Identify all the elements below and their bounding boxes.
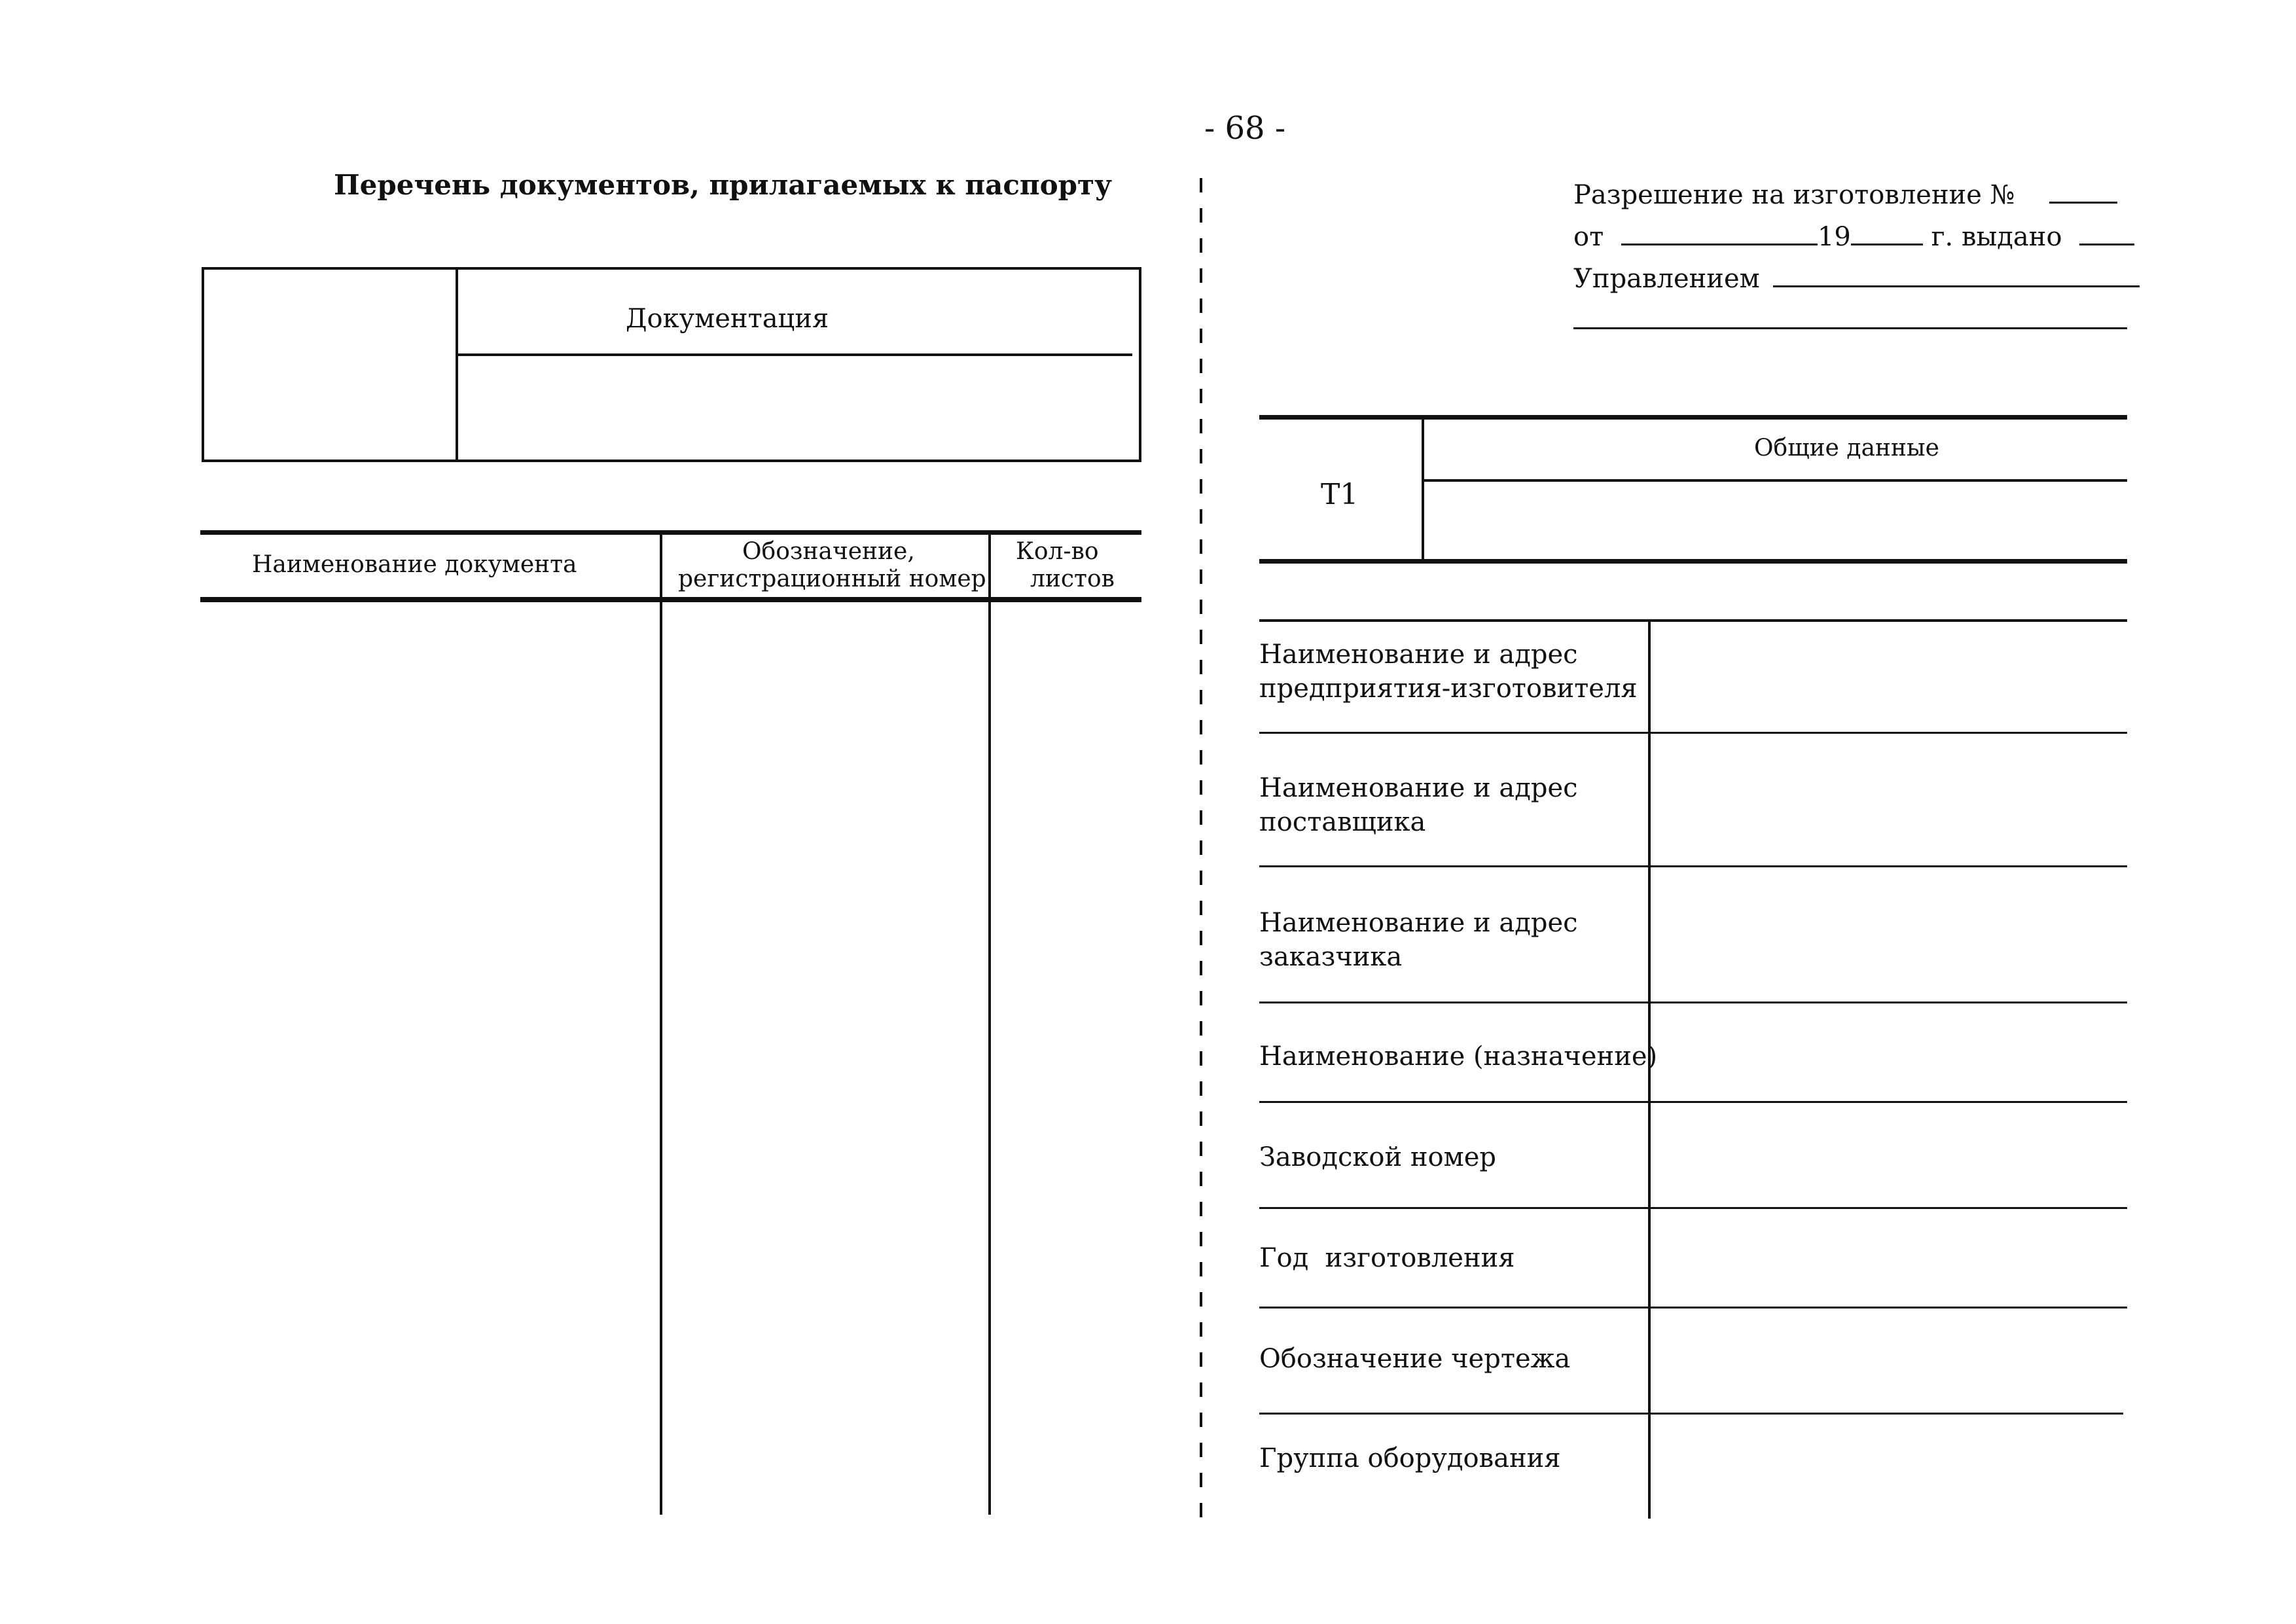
- permit-line-2: [1573, 220, 2134, 252]
- fold-line-dash: [1200, 750, 1202, 765]
- fold-line-dash: [1200, 901, 1202, 915]
- permit-from-label: от: [1573, 222, 1604, 252]
- fold-line-dash: [1200, 238, 1202, 253]
- col-header-count-1: Кол-во: [1016, 538, 1099, 565]
- value-cell-purpose[interactable]: [1652, 1005, 2123, 1100]
- general-bottom-rule: [1259, 559, 2127, 564]
- fold-line-dash: [1200, 690, 1202, 704]
- left-page-title: Перечень документов, прилагаемых к паспорту: [334, 169, 1112, 201]
- fold-line-dash: [1200, 539, 1202, 554]
- fold-line-dash: [1200, 720, 1202, 734]
- permit-date-field[interactable]: [1621, 220, 1818, 245]
- docs-col-divider-2: [988, 534, 991, 1515]
- fold-line-dash: [1200, 600, 1202, 614]
- row-label-customer-line2: заказчика: [1259, 942, 1403, 972]
- fold-line-dash: [1200, 961, 1202, 975]
- fold-line-dash: [1200, 991, 1202, 1005]
- permit-title: Разрешение на изготовление №: [1573, 180, 2015, 210]
- fold-line-dash: [1200, 359, 1202, 373]
- fold-line-dash: [1200, 630, 1202, 644]
- value-cell-equipment-group[interactable]: [1652, 1416, 2123, 1515]
- fold-line-dash: [1200, 479, 1202, 494]
- fold-line-dash: [1200, 1413, 1202, 1427]
- documentation-header: Документация: [626, 304, 829, 334]
- row-label-manufacturer-line2: предприятия-изготовителя: [1259, 674, 1638, 704]
- permit-line-1: [1573, 178, 2117, 210]
- fold-line-dash: [1200, 1292, 1202, 1307]
- fold-line-dash: [1200, 509, 1202, 524]
- row-rule-7: [1259, 1413, 2123, 1415]
- page-number: - 68 -: [1204, 110, 1286, 147]
- fold-line-dash: [1200, 810, 1202, 825]
- fold-line-dash: [1200, 1352, 1202, 1367]
- row-rule-5: [1259, 1207, 2127, 1209]
- general-top-rule: [1259, 415, 2127, 420]
- documentation-box-divider: [456, 267, 458, 462]
- permit-issued-label: г. выдано: [1931, 222, 2062, 252]
- row-label-drawing: Обозначение чертежа: [1259, 1344, 1571, 1374]
- fold-line-dash: [1200, 1202, 1202, 1216]
- fold-line-dash: [1200, 1473, 1202, 1487]
- t1-divider: [1422, 419, 1424, 559]
- fold-line-dash: [1200, 329, 1202, 343]
- col-header-designation-1: Обозначение,: [742, 538, 915, 565]
- row-label-supplier: [1259, 771, 1578, 839]
- fold-line-dash: [1200, 780, 1202, 795]
- fold-line-dash: [1200, 178, 1202, 192]
- fold-line-dash: [1200, 298, 1202, 313]
- fold-line-dash: [1200, 268, 1202, 283]
- fold-line-dash: [1200, 1081, 1202, 1096]
- col-header-count-2: листов: [1030, 566, 1115, 592]
- permit-number-field[interactable]: [2049, 178, 2117, 204]
- fold-line-dash: [1200, 1232, 1202, 1246]
- docs-table-header-rule: [200, 597, 1141, 602]
- value-cell-customer[interactable]: [1652, 869, 2123, 1000]
- row-label-customer: [1259, 906, 1578, 974]
- fold-line-dash: [1200, 1322, 1202, 1337]
- fold-line-dash: [1200, 1142, 1202, 1156]
- fold-line-dash: [1200, 569, 1202, 584]
- rows-top-rule: [1259, 619, 2127, 622]
- fold-line-dash: [1200, 1172, 1202, 1186]
- row-rule-3: [1259, 1001, 2127, 1003]
- fold-line-dash: [1200, 1503, 1202, 1517]
- permit-authority-line-2: [1573, 327, 2127, 329]
- permit-line-3: [1573, 262, 2140, 294]
- value-cell-year[interactable]: [1652, 1211, 2123, 1305]
- permit-year-field[interactable]: [1851, 220, 1923, 245]
- col-header-designation-2: регистрационный номер: [678, 566, 986, 592]
- documentation-header-underline: [458, 353, 1132, 356]
- fold-line-dash: [1200, 1021, 1202, 1036]
- row-label-manufacturer: [1259, 638, 1638, 706]
- fold-line-dash: [1200, 1111, 1202, 1126]
- fold-line-dash: [1200, 1051, 1202, 1066]
- value-cell-manufacturer[interactable]: [1652, 623, 2123, 731]
- t1-label: Т1: [1321, 478, 1359, 511]
- row-rule-1: [1259, 732, 2127, 734]
- permit-year-prefix: 19: [1817, 222, 1851, 252]
- row-label-purpose: Наименование (назначение): [1259, 1041, 1658, 1072]
- row-rule-4: [1259, 1101, 2127, 1103]
- fold-line-dash: [1200, 208, 1202, 223]
- fold-line-dash: [1200, 419, 1202, 433]
- row-label-manufacturer-line1: Наименование и адрес: [1259, 640, 1578, 670]
- permit-issued-field[interactable]: [2079, 220, 2134, 245]
- row-label-equipment-group: Группа оборудования: [1259, 1443, 1561, 1473]
- permit-authority-label: Управлением: [1573, 264, 1760, 294]
- col-header-name: Наименование документа: [252, 551, 577, 578]
- fold-line-dash: [1200, 1382, 1202, 1397]
- row-label-supplier-line1: Наименование и адрес: [1259, 773, 1578, 803]
- row-rule-2: [1259, 865, 2127, 867]
- fold-line-dash: [1200, 660, 1202, 674]
- value-cell-serial-number[interactable]: [1652, 1105, 2123, 1206]
- fold-line-dash: [1200, 1262, 1202, 1276]
- row-label-serial-number: Заводской номер: [1259, 1142, 1496, 1172]
- general-data-header: Общие данные: [1754, 435, 1939, 461]
- fold-line-dash: [1200, 840, 1202, 855]
- fold-line-dash: [1200, 449, 1202, 463]
- value-cell-supplier[interactable]: [1652, 736, 2123, 864]
- row-label-year: Год изготовления: [1259, 1243, 1515, 1273]
- docs-table-top-rule: [200, 530, 1141, 535]
- general-header-underline: [1423, 479, 2127, 482]
- fold-line-dash: [1200, 1443, 1202, 1457]
- permit-authority-field[interactable]: [1773, 262, 2140, 287]
- fold-line-dash: [1200, 931, 1202, 945]
- fold-line-dash: [1200, 389, 1202, 403]
- row-label-supplier-line2: поставщика: [1259, 807, 1426, 837]
- docs-col-divider-1: [660, 534, 662, 1515]
- row-label-customer-line1: Наименование и адрес: [1259, 908, 1578, 938]
- row-rule-6: [1259, 1307, 2127, 1308]
- value-cell-drawing[interactable]: [1652, 1310, 2123, 1411]
- documentation-box: [202, 267, 1141, 462]
- fold-line-dash: [1200, 871, 1202, 885]
